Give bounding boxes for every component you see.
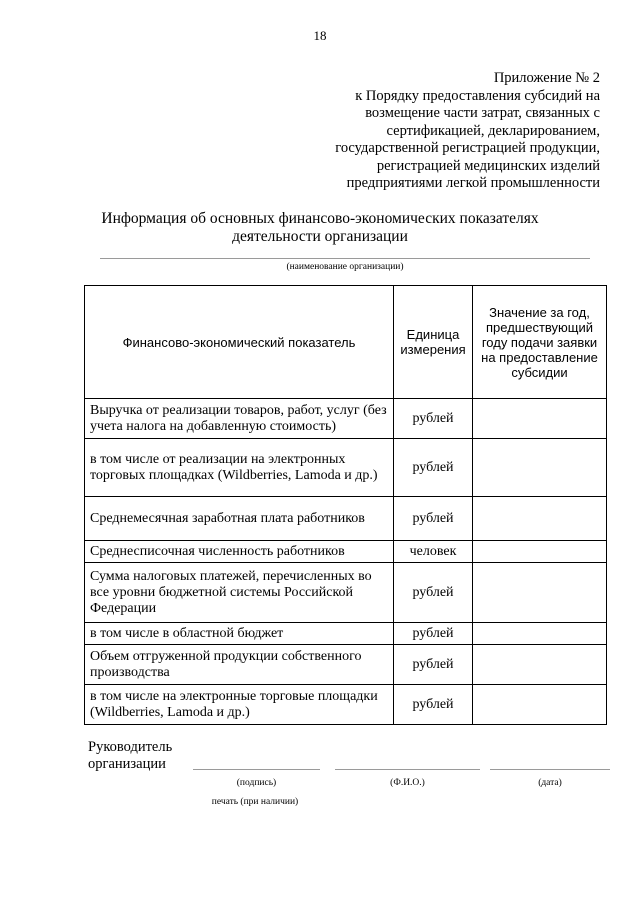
header-indicator: Финансово-экономический показатель: [85, 286, 394, 399]
page-number: 18: [313, 28, 327, 43]
value-cell[interactable]: [473, 541, 607, 563]
signature-label-line: организации: [88, 756, 166, 772]
value-cell[interactable]: [473, 685, 607, 725]
unit-cell: рублей: [394, 645, 473, 685]
indicator-cell: Среднесписочная численность работников: [85, 541, 394, 563]
table-row: [85, 645, 607, 685]
signature-label: [88, 739, 172, 773]
table-header-row: [85, 286, 607, 399]
appendix-line: Приложение № 2: [493, 70, 600, 86]
appendix-line: регистрацией медицинских изделий: [376, 157, 600, 174]
header-value: Значение за год, предшествующий году подачи заявки на предоставление субсидии: [473, 286, 607, 399]
indicators-table-container: [84, 285, 607, 725]
seal-caption: печать (при наличии): [211, 797, 299, 807]
signature-label-line: Руководитель: [88, 739, 173, 755]
date-line[interactable]: [490, 769, 610, 770]
full-name-line[interactable]: [335, 769, 480, 770]
indicator-cell: Среднемесячная заработная плата работников: [85, 497, 394, 541]
unit-cell: рублей: [394, 399, 473, 439]
date-caption: (дата): [538, 778, 562, 788]
table-row: [85, 623, 607, 645]
value-cell[interactable]: [473, 563, 607, 623]
value-cell[interactable]: [473, 399, 607, 439]
appendix-line: к Порядку предоставления субсидий на: [355, 87, 600, 104]
appendix-line: государственной регистрацией продукции,: [335, 140, 600, 156]
unit-cell: рублей: [394, 497, 473, 541]
table-row: [85, 399, 607, 439]
table-row: [85, 563, 607, 623]
indicator-cell: в том числе от реализации на электронных торговых площадках (Wildberries, Lamoda и др.): [85, 439, 394, 497]
indicator-cell: в том числе на электронные торговые площадки (Wildberries, Lamoda и др.): [85, 685, 394, 725]
signature-caption: (подпись): [236, 778, 277, 788]
value-cell[interactable]: [473, 645, 607, 685]
table-row: [85, 541, 607, 563]
value-cell[interactable]: [473, 439, 607, 497]
unit-cell: рублей: [394, 623, 473, 645]
indicators-table: [84, 285, 607, 725]
indicator-cell: Выручка от реализации товаров, работ, услуг (без учета налога на добавленную стоимость): [85, 399, 394, 439]
value-cell[interactable]: [473, 623, 607, 645]
organization-name-caption: (наименование организации): [286, 262, 404, 272]
full-name-caption: (Ф.И.О.): [390, 778, 425, 788]
document-title: [40, 210, 600, 246]
appendix-line: сертификацией, декларированием,: [386, 122, 600, 139]
title-line: Информация об основных финансово-экономических показателях: [101, 210, 539, 227]
header-unit: Единица измерения: [394, 286, 473, 399]
indicator-cell: Объем отгруженной продукции собственного производства: [85, 645, 394, 685]
organization-name-line[interactable]: [100, 258, 590, 259]
appendix-line: возмещение части затрат, связанных с: [365, 105, 600, 121]
appendix-line: предприятиями легкой промышленности: [346, 175, 600, 191]
unit-cell: человек: [394, 541, 473, 563]
table-row: [85, 439, 607, 497]
indicator-cell: Сумма налоговых платежей, перечисленных во все уровни бюджетной системы Российской Федерации: [85, 563, 394, 623]
signature-line[interactable]: [193, 769, 320, 770]
value-cell[interactable]: [473, 497, 607, 541]
title-line: деятельности организации: [232, 228, 408, 245]
table-row: [85, 685, 607, 725]
unit-cell: рублей: [394, 685, 473, 725]
unit-cell: рублей: [394, 439, 473, 497]
table-row: [85, 497, 607, 541]
indicator-cell: в том числе в областной бюджет: [85, 623, 394, 645]
appendix-heading: [300, 70, 600, 193]
unit-cell: рублей: [394, 563, 473, 623]
